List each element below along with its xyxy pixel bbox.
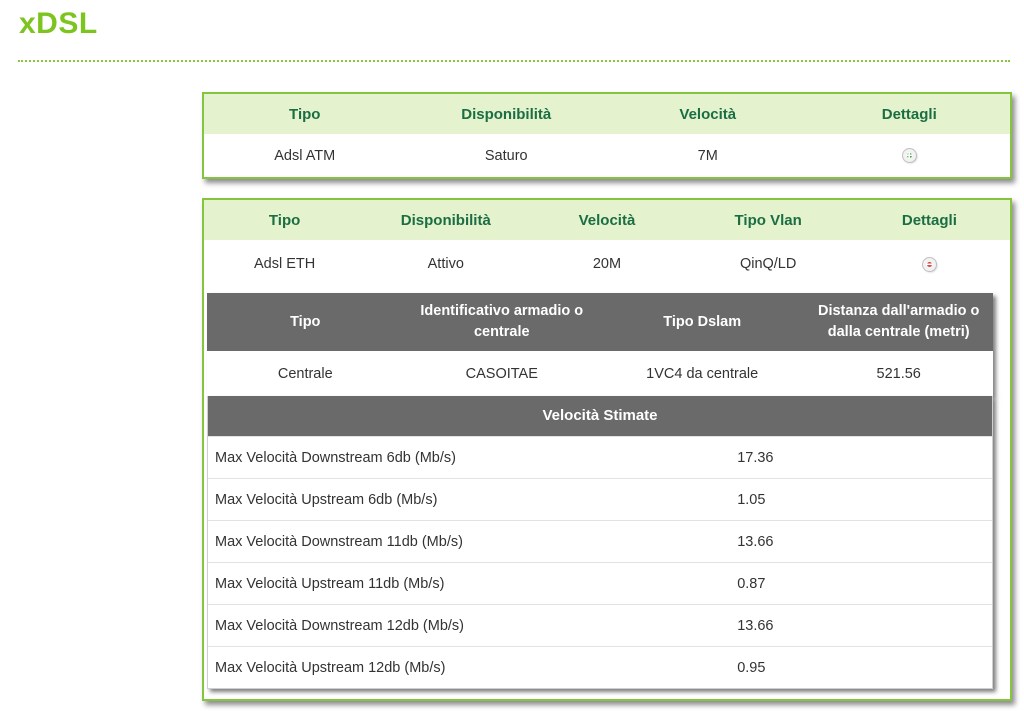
plus-icon: + <box>905 147 914 164</box>
eth-cell-tipo: Adsl ETH <box>204 240 365 288</box>
eth-cell-disponibilita: Attivo <box>365 240 526 288</box>
estimated-speeds-table <box>207 396 993 689</box>
line-detail-data-row <box>207 351 993 396</box>
speed-label: Max Velocità Upstream 11db (Mb/s) <box>215 575 445 592</box>
detail-cell-tipo-dslam: 1VC4 da centrale <box>600 351 804 396</box>
atm-header-tipo: Tipo <box>204 94 406 134</box>
adsl-atm-header-row <box>204 94 1010 134</box>
atm-cell-velocita: 7M <box>607 134 809 177</box>
speed-label: Max Velocità Upstream 6db (Mb/s) <box>215 491 438 508</box>
detail-cell-tipo: Centrale <box>207 351 404 396</box>
speed-label: Max Velocità Downstream 12db (Mb/s) <box>215 617 465 634</box>
eth-details-section <box>207 293 993 689</box>
atm-cell-disponibilita: Saturo <box>406 134 608 177</box>
eth-header-dettagli: Dettagli <box>849 200 1010 240</box>
speed-value: 0.87 <box>737 575 766 592</box>
detail-header-tipo: Tipo <box>207 293 404 351</box>
adsl-eth-data-row <box>204 240 1010 288</box>
adsl-eth-header-row <box>204 200 1010 240</box>
speed-row <box>208 562 992 604</box>
speed-label: Max Velocità Upstream 12db (Mb/s) <box>215 659 446 676</box>
adsl-eth-table <box>202 198 1012 701</box>
adsl-atm-table <box>202 92 1012 179</box>
line-detail-table <box>207 293 993 396</box>
speed-value: 13.66 <box>737 617 774 634</box>
page-title: xDSL <box>19 7 98 40</box>
detail-cell-identificativo: CASOITAE <box>404 351 601 396</box>
atm-cell-tipo: Adsl ATM <box>204 134 406 177</box>
minus-icon: − <box>925 255 934 272</box>
speed-row <box>208 436 992 478</box>
atm-header-dettagli: Dettagli <box>809 94 1011 134</box>
speed-value: 17.36 <box>737 449 774 466</box>
adsl-atm-data-row <box>204 134 1010 177</box>
speed-row <box>208 478 992 520</box>
detail-header-distanza: Distanza dall'armadio o dalla centrale (metri) <box>804 293 993 351</box>
eth-cell-tipo-vlan: QinQ/LD <box>688 240 849 288</box>
speed-row <box>208 604 992 646</box>
detail-header-tipo-dslam: Tipo Dslam <box>600 293 804 351</box>
eth-cell-dettagli <box>849 240 1010 288</box>
collapse-details-button[interactable] <box>923 255 936 272</box>
estimated-speeds-title: Velocità Stimate <box>208 396 992 436</box>
eth-cell-velocita: 20M <box>526 240 687 288</box>
eth-header-tipo: Tipo <box>204 200 365 240</box>
dotted-divider <box>18 60 1010 62</box>
speed-label: Max Velocità Downstream 6db (Mb/s) <box>215 449 456 466</box>
eth-header-velocita: Velocità <box>526 200 687 240</box>
speed-value: 13.66 <box>737 533 774 550</box>
atm-header-disponibilita: Disponibilità <box>406 94 608 134</box>
speed-label: Max Velocità Downstream 11db (Mb/s) <box>215 533 463 550</box>
detail-cell-distanza: 521.56 <box>804 351 993 396</box>
atm-cell-dettagli <box>809 134 1011 177</box>
line-detail-header-row <box>207 293 993 351</box>
eth-header-tipo-vlan: Tipo Vlan <box>688 200 849 240</box>
atm-header-velocita: Velocità <box>607 94 809 134</box>
expand-details-button[interactable] <box>903 149 916 162</box>
eth-header-disponibilita: Disponibilità <box>365 200 526 240</box>
speed-row <box>208 646 992 688</box>
speed-value: 0.95 <box>737 659 766 676</box>
speed-value: 1.05 <box>737 491 766 508</box>
speed-row <box>208 520 992 562</box>
detail-header-identificativo: Identificativo armadio o centrale <box>404 293 601 351</box>
